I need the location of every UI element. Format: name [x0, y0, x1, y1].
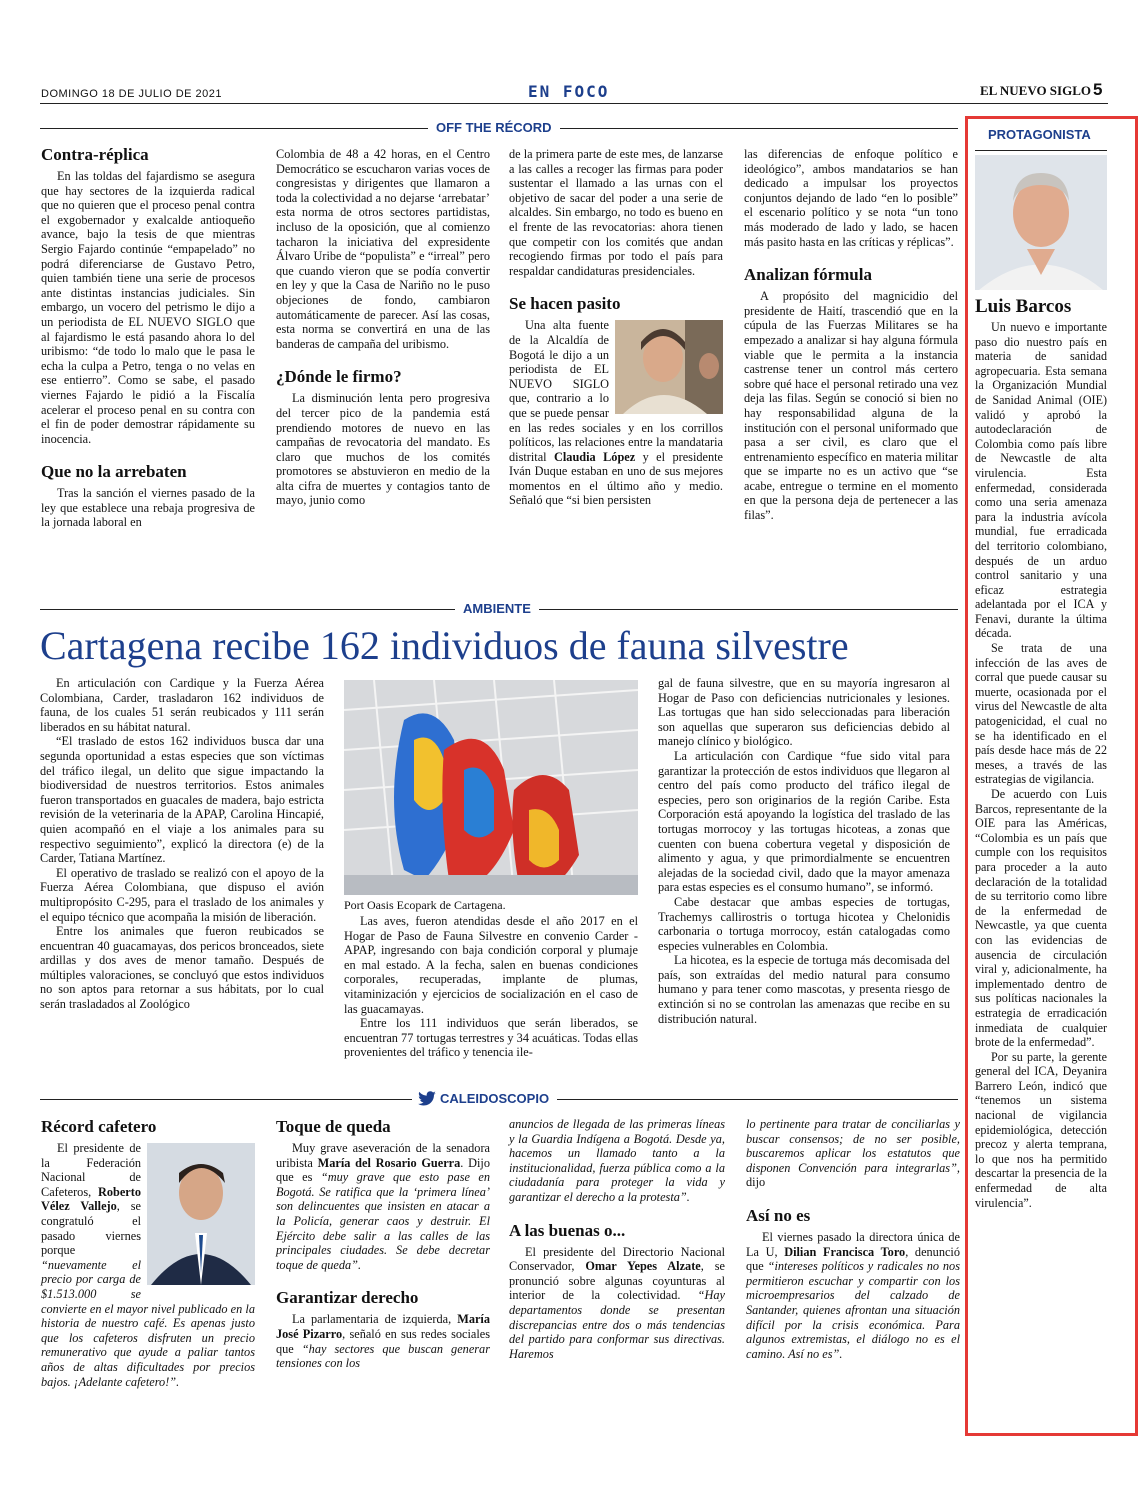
- article-text: Muy grave aseveración de la senadora uribista María del Rosario Guerra. Dijo que es “muy grave que esto pase en Bogotá. Se ratifica que la ‘primera línea’ son delincuentes que insisten en atacar a la Policía, generar caos y destruir. El Ejército debe salir a las calles de las principales ciudades. Se debe decretar toque de queda”.: [276, 1141, 491, 1272]
- ambiente-column-2: [344, 914, 638, 1060]
- issue-date: DOMINGO 18 DE JULIO DE 2021: [41, 88, 222, 100]
- article-text: La articulación con Cardique “fue sido vital para garantizar la protección de estos individuos que llegaron al centro del país como producto del tráfico ilegal de especies, pero son originarios de la región Caribe. Esta Corporación está apoyando la logística del traslado de las tortugas morrocoy y las tortugas hicoteas, a zonas que cuenten con buena cobertura vegetal y disposición de alimento y agua, y que primordialmente se encuentren alejadas de la sociedad civil, dado que la mayor amenaza para estas especies es el consumo humano”, se informó.: [658, 748, 950, 895]
- caleido-column-3: [509, 1117, 725, 1361]
- article-text: Se trata de una infección de las aves de corral que puede causar su muerte, ocasionada por el virus del Newcastle de alta patogenicidad, el cual no se ha identificado en el país desde hace más de 22 meses, a través de las estrategias de vigilancia.: [975, 641, 1107, 787]
- person-name: Claudia López: [554, 449, 636, 464]
- person-name: Dilian Francisca Toro: [784, 1244, 906, 1259]
- header-rule: [40, 103, 1108, 104]
- caleido-column-4: [746, 1117, 960, 1361]
- ambiente-label: AMBIENTE: [455, 601, 539, 616]
- person-name: Omar Yepes Alzate: [585, 1259, 701, 1274]
- article-text: La hicotea, es la especie de tortuga más decomisada del país, son extraídas del medio natural para consumo humano y para tener como mascotas, y presenta riesgo de extinción si no se controlan las amenazas que recibe en su distribución natural.: [658, 953, 950, 1026]
- article-heading: Contra-réplica: [41, 145, 149, 164]
- ambiente-column-1: [40, 676, 324, 1012]
- article-text: “El traslado de estos 162 individuos busca dar una segunda oportunidad a estas especies que son víctimas del tráfico ilegal, un delito que sigue impactando la biodiversidad de nuestros territorios. Estos animales fueron transportados en guacales de madera, bajo estricta revisión de la veterinaria de la APAP, Carolina Hincapié, quien acompañó en el viaje a los animales para su respectivo seguimiento”, explicó la directora (e) de la Carder, Tatiana Martínez.: [40, 734, 324, 866]
- article-heading: Que no la arrebaten: [41, 462, 187, 482]
- claudia-lopez-photo: [615, 320, 723, 414]
- caleido-label: CALEIDOSCOPIO: [412, 1091, 557, 1106]
- protagonista-label: PROTAGONISTA: [988, 127, 1091, 142]
- main-headline: Cartagena recibe 162 individuos de fauna silvestre: [40, 623, 849, 668]
- protagonista-column: [975, 320, 1107, 1210]
- off-column-1: [41, 145, 255, 530]
- macaws-photo: [344, 680, 638, 895]
- article-text: las diferencias de enfoque político e ideológico”, ambos mandatarios se han dedicado a impulsar los proyectos conjuntos dejando de lado “en lo posible” el escenario político y se nota “un tono más moderado de lado y lado, se hacen más pasito hasta en las críticas y réplicas”.: [744, 147, 958, 249]
- article-heading: ¿Dónde le firmo?: [276, 367, 402, 387]
- article-text: Un nuevo e importante paso dio nuestro país en materia de sanidad agropecuaria. Esta semana la Organización Mundial de Sanidad Animal (OIE) validó y aprobó la autodeclaración de Colombia como país libre de Newcastle de alta virulencia. Esta enfermedad, considerada como una seria amenaza para la industria avícola mundial, fue erradicada del territorio colombiano, después de un arduo control sanitario y una eficaz estrategia adelantada por el ICA y Fenavi, durante la última década.: [975, 320, 1107, 641]
- article-text: El presidente del Directorio Nacional Conservador, Omar Yepes Alzate, se pronunció sobre algunas coyunturas al interior de la colectividad. “Hay departamentos donde se presentan discrepancias entre dos o más tendencias del partido para conformar sus directivas. Haremos: [509, 1244, 725, 1361]
- article-text: En las toldas del fajardismo se asegura que hay sectores de la izquierda radical que no quieren que el proceso penal contra el exgobernador y exalcalde antioqueño avance, bajo la tesis de que mientras Sergio Fajardo continúe “empapelado” no podrá diferenciarse de Gustavo Petro, quien también tiene una serie de procesos ante distintas instancias judiciales. Sin embargo, un vocero del petrismo le dijo a un periodista de EL NUEVO SIGLO que al fajardismo le está pasando ahora lo del uribismo: “de todo lo malo que le pasa le echa la culpa a Petro, tenga o no velas en ese entierro”. Como se sabe, el pasado viernes Fajardo le pidió a la Fiscalía acelerar el proceso penal en su contra con el fin de poder demostrar rápidamente su inocencia.: [41, 169, 255, 446]
- publication-name: EL NUEVO SIGLO: [980, 83, 1091, 98]
- person-name: Roberto Vélez Vallejo: [41, 1184, 141, 1214]
- article-text: lo pertinente para tratar de conciliarlas y buscar consensos; de no ser posible, buscaremos aplicar los estatutos que disponen Convención para integrarlas”, dijo: [746, 1117, 960, 1190]
- article-text: gal de fauna silvestre, que en su mayoría ingresaron al Hogar de Paso con deficiencias nutricionales y lesiones. Las tortugas que han sido seleccionadas para liberación son aquellas que superaron sus deficiencias debido al manejo clínico y biológico.: [658, 676, 950, 749]
- article-text: La disminución lenta pero progresiva del tercer pico de la pandemia está prendiendo motores de nuevo en las campañas de revocatoria del mandato. Es claro que muchos de los comités promotores se abstuvieron en medio de la alta cifra de muertes y contagios tanto de mayo, junio como: [276, 391, 490, 508]
- article-text: Una alta fuente de la Alcaldía de Bogotá le dijo a un periodista de EL NUEVO SIGLO que, contrario a lo que se puede pensar en las redes sociales y en los corrillos políticos, las relaciones entre la mandataria distrital Claudia López y el presidente Iván Duque estaban en uno de sus mejores momentos en el último año y medio. Señaló que “si bien persisten: [509, 318, 723, 508]
- roberto-velez-photo: [147, 1143, 255, 1285]
- article-text: Por su parte, la gerente general del ICA, Deyanira Barrero León, indicó que “tenemos un sistema nacional de vigilancia epidemiológica, detección precoz y alerta temprana, lo que nos ha permitido descartar la presencia de la enfermedad de alta virulencia”.: [975, 1049, 1107, 1210]
- article-heading: A las buenas o...: [509, 1220, 626, 1240]
- caleido-column-2: [276, 1117, 490, 1371]
- off-column-4: [744, 147, 958, 523]
- luis-barcos-photo: [975, 155, 1107, 290]
- ambiente-column-3: [658, 676, 950, 1026]
- caleido-column-1: [41, 1117, 255, 1389]
- article-heading: Toque de queda: [276, 1117, 391, 1136]
- article-text: La parlamentaria de izquierda, María José Pizarro, señaló en sus redes sociales que “hay sectores que buscan generar tensiones con los: [276, 1312, 490, 1371]
- article-text: Cabe destacar que ambas especies de tortugas, Trachemys callirostris o tortuga hicotea y Chelonidis carbonaria o tortuga morrocoy, están catalogadas como especies vulnerables en Colombia.: [658, 894, 950, 953]
- off-column-2: [276, 147, 490, 508]
- article-text: A propósito del magnicidio del presidente de Haití, trascendió que en la cúpula de las Fuerzas Militares se ha empezado a analizar si hay alguna fórmula viable que le permita a la instancia castrense tener un control más certero sobre qué hace el personal retirado una vez deja las filas. Según se conoció si bien no hay responsabilidad alguna de la institución con el personal uniformado que pasa a ser civil, es claro que el entrenamiento específico en materia militar que se imparte no es un activo que “se acabe, entregue o termine en el momento en que la persona deja de pertenecer a las filas”.: [744, 289, 958, 523]
- article-text: En articulación con Cardique y la Fuerza Aérea Colombiana, Carder, trasladaron 162 individuos de fauna, de los cuales 51 serán reubicados y 111 serán liberados en su hábitat natural.: [40, 676, 324, 734]
- protagonista-rule: [975, 150, 1107, 151]
- article-heading: Así no es: [746, 1205, 811, 1225]
- person-name: María del Rosario Guerra: [317, 1155, 461, 1170]
- article-text: El operativo de traslado se realizó con el apoyo de la Fuerza Aérea Colombiana, que dispuso el avión multipropósito C-295, para el traslado de los animales y el equipo técnico que acompaña la misión de liberación.: [40, 865, 324, 924]
- article-text: Las aves, fueron atendidas desde el año 2017 en el Hogar de Paso de Fauna Silvestre en convenio Carder - APAP, ingresando con baja condición corporal y plumaje en mal estado. A la fecha, salen en buenas condiciones corporales, recuperadas, implante de plumas, vitaminización y ejercicios de socialización en el caso de las guacamayas.: [344, 914, 638, 1016]
- article-text: El viernes pasado la directora única de La U, Dilian Francisca Toro, denunció que “intereses políticos y radicales no nos permitieron escuchar y compartir con los microempresarios del calzado de Santander, quienes afrontan una situación difícil por la crisis económica. Para algunos extremistas, el diálogo no es el camino. Así no es”.: [746, 1229, 960, 1361]
- photo-caption: Port Oasis Ecopark de Cartagena.: [344, 898, 506, 912]
- article-text: anuncios de llegada de las primeras líneas y la Guardia Indígena a Bogotá. Desde ya, hacemos un llamado tanto a la institucionalidad, fuerza pública como a la ciudadanía para proteger la vida y garantizar el derecho a la protesta”.: [509, 1117, 725, 1204]
- off-record-label: OFF THE RÉCORD: [428, 120, 560, 135]
- article-heading: Analizan fórmula: [744, 265, 872, 285]
- off-column-3: [509, 147, 723, 508]
- protagonista-name: Luis Barcos: [975, 296, 1072, 317]
- article-heading: Garantizar derecho: [276, 1288, 419, 1308]
- article-heading: Récord cafetero: [41, 1117, 157, 1136]
- article-text: Colombia de 48 a 42 horas, en el Centro Democrático se escucharon varias voces de congresistas y dirigentes que llamaron a toda la colectividad a no dejarse ‘arrebatar’ esta norma de otros sectores partidistas, incluso de la oposición, que al comienzo tacharon la iniciativa del expresidente Álvaro Uribe de “populista” e “irreal” pero que cuando vieron que se podía convertir en ley y que la Casa de Nariño no le puso objeciones de fondo, cambiaron automáticamente de parecer. Así las cosas, esta norma se convertirá en una de las banderas de campaña del uribismo.: [276, 147, 490, 351]
- section-title: EN FOCO: [528, 82, 610, 101]
- article-heading: Se hacen pasito: [509, 294, 621, 314]
- article-text: Tras la sanción el viernes pasado de la ley que establece una rebaja progresiva de la jornada laboral en: [41, 486, 255, 530]
- twitter-bird-icon: [417, 1091, 437, 1107]
- article-text: El presidente de la Federación Nacional de Cafeteros, Roberto Vélez Vallejo, se congratuló el pasado viernes porque “nuevamente el precio por carga de $1.513.000 se convierte en el mayor nivel publicado en la historia de nuestro café. Es apenas justo que los cafeteros disfruten un precio remunerativo que ayude a paliar tantos años de altas dificultades por precios bajos. ¡Adelante cafetero!”.: [41, 1141, 255, 1389]
- page-number: 5: [1093, 80, 1103, 99]
- article-text: De acuerdo con Luis Barcos, representante de la OIE para las Américas, “Colombia es un país que cumple con los requisitos para proceder a la auto declaración de la totalidad de su territorio como libre de la enfermedad de Newcastle, ya que cuenta con las evidencias de ausencia de circulación viral y, adicionalmente, ha implementado dentro de sus políticas nacionales la estrategia de erradicación inmediata de cualquier brote de la enfermedad”.: [975, 787, 1107, 1050]
- person-name: María José Pizarro: [276, 1312, 490, 1341]
- article-text: Entre los animales que fueron reubicados se encuentran 40 guacamayas, dos pericos bronceados, siete ardillas y dos aves de menor tamaño. Después de múltiples valoraciones, se concluyó que estos individuos no son aptos para retornar a sus hábitats, por lo cual serán trasladados al Zoológico: [40, 924, 324, 1012]
- article-text: Entre los 111 individuos que serán liberados, se encuentran 77 tortugas terrestres y 34 acuáticas. Todas ellas provenientes del tráfico y tenencia ile-: [344, 1016, 638, 1060]
- article-text: de la primera parte de este mes, de lanzarse a las calles a recoger las firmas para poder sustentar el llamado a las urnas con el objetivo de sacar del poder a una serie de alcaldes. Sin embargo, no todo es bueno en el frente de las revocatorias: ahora tienen que competir con los comités que andan recogiendo firmas por todo el país para respaldar candidaturas presidenciales.: [509, 147, 723, 278]
